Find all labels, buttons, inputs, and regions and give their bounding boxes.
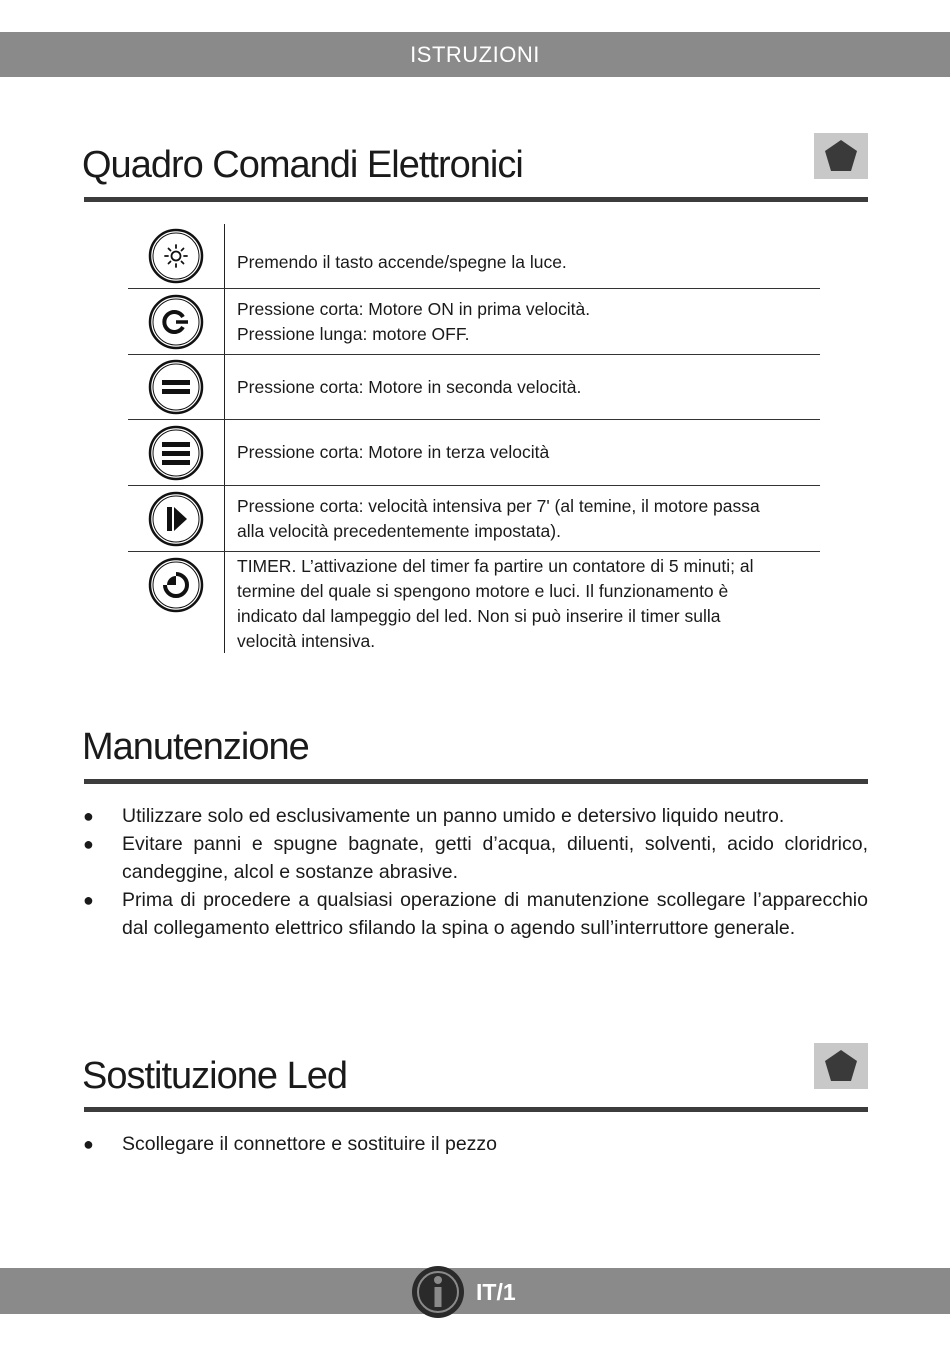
timer-icon [128,552,225,653]
section-rule [84,779,868,784]
control-description: Pressione corta: Motore in seconda velocità. [237,376,582,397]
section-title-controls: Quadro Comandi Elettronici [82,144,523,186]
section-title-led: Sostituzione Led [82,1055,347,1097]
header-title: ISTRUZIONI [410,41,540,67]
power-icon [128,289,225,354]
page-number: IT/1 [476,1279,516,1305]
control-description: Premendo il tasto accende/spegne la luce. [237,251,567,272]
bullet-icon: ● [83,806,94,826]
maintenance-list [82,802,868,942]
speed-three-icon [128,420,225,485]
section-rule [84,197,868,202]
bullet-icon: ● [83,1134,94,1154]
control-row-light [128,224,820,289]
list-item: ● Prima di procedere a qualsiasi operazione di manutenzione scollegare l’apparecchio dal collegamento elettrico sfilando la spina o agendo sull’interruttore generale. [82,886,868,942]
list-item: ● Utilizzare solo ed esclusivamente un panno umido e detersivo liquido neutro. [82,802,868,830]
bullet-icon: ● [83,890,94,910]
control-row-speed-two [128,355,820,420]
list-item: ● Scollegare il connettore e sostituire il pezzo [82,1130,868,1158]
control-row-power [128,289,820,355]
control-description: Pressione corta: Motore in terza velocità [237,442,550,462]
control-row-intensive [128,486,820,552]
list-item: ● Evitare panni e spugne bagnate, getti d’acqua, diluenti, solventi, acido cloridrico, candeggine, alcol e sostanze abrasive. [82,830,868,886]
info-icon [410,1264,466,1320]
speed-two-icon [128,355,225,419]
section-title-maintenance: Manutenzione [82,726,309,768]
header-bar [0,32,950,77]
section-rule [84,1107,868,1112]
light-icon [128,224,225,288]
led-list [82,1130,868,1158]
control-row-timer [128,552,820,653]
bullet-icon: ● [83,834,94,854]
control-description: Pressione corta: velocità intensiva per 7' (al temine, il motore passa alla velocità precedentemente impostata). [237,495,760,541]
intensive-speed-icon [128,486,225,551]
control-description: TIMER. L’attivazione del timer fa partire un contatore di 5 minuti; al termine del quale si spengono motore e luci. Il funzionamento è indicato dal lampeggio del led. Non si può inserire il timer sulla velocità intensiva. [237,556,754,651]
control-description: Pressione corta: Motore ON in prima velocità. Pressione lunga: motore OFF. [237,298,591,344]
control-row-speed-three [128,420,820,486]
footer-bar [0,1268,950,1314]
controls-table [128,224,820,653]
pentagon-badge-icon [814,1043,868,1089]
pentagon-badge-icon [814,133,868,179]
